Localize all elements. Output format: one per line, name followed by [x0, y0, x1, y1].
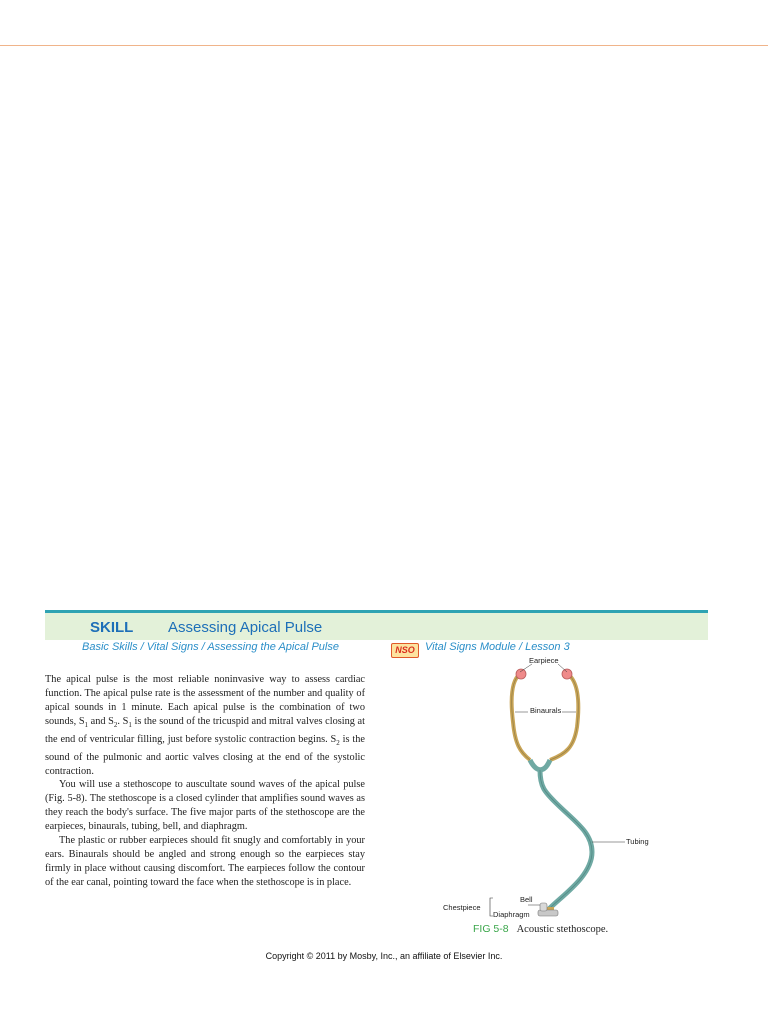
skill-breadcrumb-link[interactable]: Basic Skills / Vital Signs / Assessing the Apical Pulse [82, 641, 339, 653]
body-text [45, 673, 365, 890]
paragraph-apical-pulse: The apical pulse is the most reliable noninvasive way to assess cardiac function. The apical pulse rate is the assessment of the number and quality of apical sounds in 1 minute. Each apical pulse is the combination of two sounds, $S_1$ and $S_2$. $S_1$ is the sound of the tricuspid and mitral valves closing at the end of ventricular filling, just before systolic contraction begins. $S_2$ is the sound of the pulmonic and aortic valves closing at the end of the systolic contraction. [45, 674, 365, 777]
tubing-label: Tubing [626, 837, 649, 846]
vital-signs-module-link[interactable]: Vital Signs Module / Lesson 3 [425, 641, 570, 653]
top-rule [0, 45, 768, 46]
figure-number: FIG 5-8 [473, 923, 509, 935]
chestpiece-label: Chestpiece [443, 903, 481, 912]
skill-label: SKILL [90, 619, 134, 636]
stethoscope-illustration [440, 652, 660, 924]
stethoscope-figure [440, 652, 660, 924]
skill-header-bar [45, 613, 708, 640]
copyright-notice: Copyright © 2011 by Mosby, Inc., an affiliate of Elsevier Inc. [265, 951, 503, 961]
paragraph-earpieces: The plastic or rubber earpieces should fit snugly and comfortably in your ears. Binaurals should be angled and strong enough so the earpieces stay firmly in place without causing discomfort. The earpieces follow the contour of the ear canal, pointing toward the face when the stethoscope is in place. [45, 835, 365, 888]
figure-caption-text: Acoustic stethoscope. [516, 924, 609, 935]
figure-caption [473, 923, 608, 935]
bell-label: Bell [520, 895, 533, 904]
diaphragm-label: Diaphragm [493, 910, 530, 919]
paragraph-stethoscope: You will use a stethoscope to auscultate sound waves of the apical pulse (Fig. 5-8). The stethoscope is a closed cylinder that amplifies sound waves as they reach the body's surface. The five major parts of the stethoscope are the earpieces, binaurals, tubing, bell, and diaphragm. [45, 779, 365, 833]
binaurals-label: Binaurals [530, 706, 562, 715]
earpiece-label: Earpiece [529, 656, 559, 665]
nso-icon: NSO [391, 643, 419, 658]
skill-title: Assessing Apical Pulse [168, 619, 323, 636]
